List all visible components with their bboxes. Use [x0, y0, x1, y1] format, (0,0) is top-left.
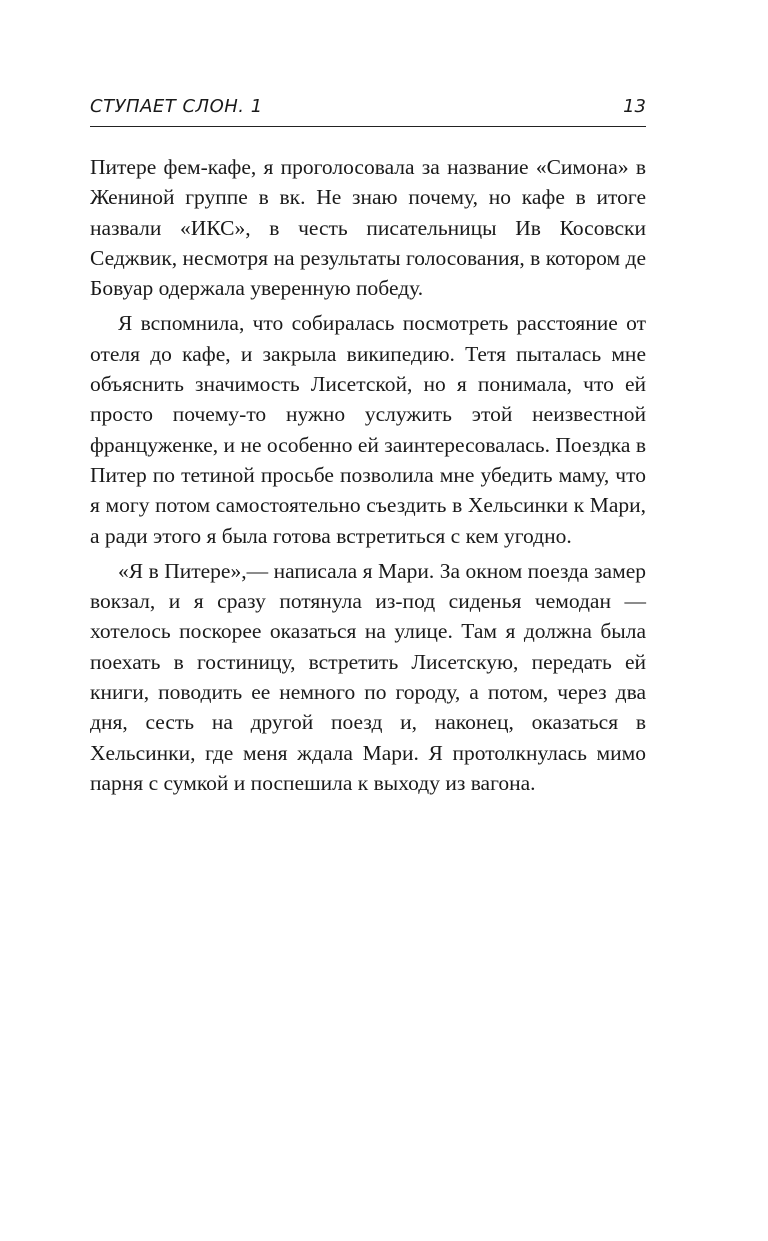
- body-text: [90, 152, 646, 798]
- page-number: 13: [623, 96, 646, 117]
- page-header: [90, 94, 646, 127]
- paragraph-1: Питере фем-кафе, я проголосовала за название «Симона» в Жениной группе в вк. Не знаю почему, но кафе в итоге назвали «ИКС», в честь писательницы Ив Косовски Седжвик, несмотря на результаты голосования, в котором де Бовуар одержала уверенную победу.: [90, 155, 646, 301]
- paragraph-3: «Я в Питере»,— написала я Мари. За окном поезда замер вокзал, и я сразу потянула из-под сиденья чемодан — хотелось поскорее оказаться на улице. Там я должна была поехать в гостиницу, встретить Лисетскую, передать ей книги, поводить ее немного по городу, а потом, через два дня, сесть на другой поезд и, наконец, оказаться в Хельсинки, где меня ждала Мари. Я протолкнулась мимо парня с сумкой и поспешила к выходу из вагона.: [90, 558, 646, 795]
- running-title: СТУПАЕТ СЛОН. 1: [90, 96, 263, 117]
- paragraph-2: Я вспомнила, что собиралась посмотреть расстояние от отеля до кафе, и закрыла википедию. Тетя пыталась мне объяснить значимость Лисетской, но я понимала, что ей просто почему-то нужно услужить этой неизвестной француженке, и не особенно ей заинтересовалась. Поездка в Питер по тетиной просьбе позволила мне убедить маму, что я могу потом самостоятельно съездить в Хельсинки к Мари, а ради этого я была готова встретиться с кем угодно.: [90, 311, 646, 548]
